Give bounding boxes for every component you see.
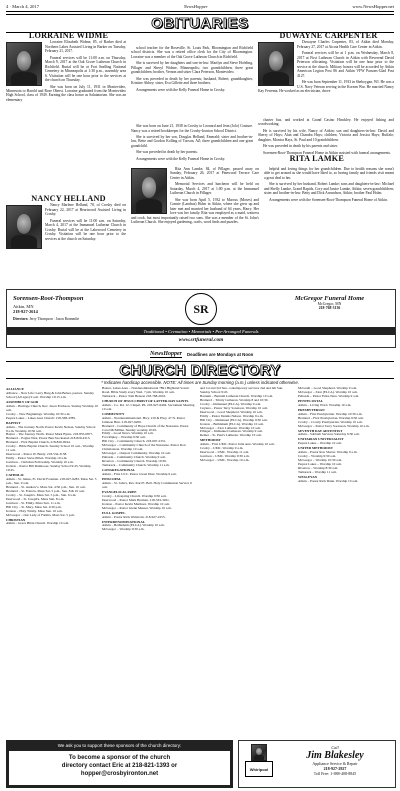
church-listing: Brainerd – Eagles Nest, Pastor Ben Stockstead 218-829-4313. xyxy=(6,436,91,441)
whirlpool-logo: Whirlpool xyxy=(245,761,273,777)
obit-paragraph: school teacher for the Roseville, St. Louis Park, Bloomington and Richfield school districts. She was a retired office clerk for the City of Bloomington. Lorraine was a member of the Oak Grove Lutheran Church in Richfield. xyxy=(131,46,253,59)
obit-paragraph: He was born September 11, 1933 in Sheboygan, WI. He was a U.S. Navy Veteran serving in the Korean War. He married Nancy Kay Ferrema. He worked as an electrician, drove xyxy=(258,80,394,93)
denomination-heading: WESLEYAN xyxy=(298,475,318,480)
church-listing: Ironton – Bethlehem (ELCA). Worship 10 a.m. xyxy=(200,421,264,426)
rita-photo xyxy=(131,168,167,214)
ad-call: Call xyxy=(331,745,339,750)
church-listing: Aitkin – The Journey North, Pastor Kevin Nelson. Sunday School 9 a.m. Worship 10:30 a.m. xyxy=(6,424,96,433)
church-listing: Brainerd – First Presbyterian. Worship 9:30 a.m. xyxy=(298,415,364,420)
obit-name: RITA LAMKE xyxy=(289,154,344,163)
church-listing: Tamarack – Worship 11 a.m. xyxy=(298,470,337,475)
denomination-heading: METHODIST xyxy=(200,438,221,443)
church-listing: Deerwood – Pastor Mark Herman. 218-534-3261. xyxy=(102,497,170,502)
church-listing: Aitkin – Pastor Rick Walstrom. 218-927-2255. xyxy=(102,514,166,519)
church-listing: Aitkin – Living Word. Worship 10 a.m. xyxy=(298,402,352,407)
church-listing: Ironton – Pastor Kevin Martinez. Worship 10 a.m. xyxy=(102,501,171,506)
church-listing: McGregor – Zion (ELCA). Worship 10 a.m. xyxy=(298,389,358,394)
church-directory-title: CHURCH DIRECTORY xyxy=(119,361,281,379)
sponsor-email[interactable]: hopper@crosbyironton.net xyxy=(80,771,159,777)
church-listing: Brainerd – St. Andrew's. Mass Sat. 4:30 p.m., Sun. 10 a.m. xyxy=(6,484,86,489)
obit-name: LORRAINE WIDME xyxy=(28,31,109,40)
obit-middle-column xyxy=(131,46,253,163)
sponsor-line: directory contact Eric at 218-821-1393 or xyxy=(61,763,178,769)
church-listing: McGregor – Worship 9:30 a.m. xyxy=(102,527,145,532)
denomination-heading: CHURCH OF JESUS CHRIST OF LATTER-DAY SAINTS xyxy=(102,398,189,403)
obit-paragraph: Funeral services will be 11:00 a.m. on Saturday, March 4, 2017 at the Immanuel Lutheran Church in Crosby. Burial will be at the Lakewood Cemetery in Crosby. Visitation will be one hour prior to the services at the church on Saturday. xyxy=(45,218,126,241)
church-listing: Brainerd – Community of Hope Church of the Nazarene. Pastor Carol McMillan. Sunday worship 10:45. xyxy=(102,423,189,432)
church-listing: Tamarack – Pastor Tom Benson 218-768-2616. xyxy=(102,393,167,398)
church-listing: Aitkin – Co. Rd. 12, Chapel. Ph. 218-927-6404. Sacrament Meeting 10 a.m. xyxy=(102,402,195,411)
church-directory-banner xyxy=(6,361,394,379)
church-listing: Aitkin – St. James, Fr. David Forsman. 218-927-6283. Mass Sat. 5 p.m., Sun. 9 a.m. xyxy=(6,476,97,485)
ad-right-block xyxy=(272,295,387,310)
obit-paragraph: Sorensen-Root-Thompson Funeral Home in Aitkin assisted with funeral arrangements. xyxy=(263,150,391,155)
funeral-home-ad xyxy=(6,289,396,348)
church-listing: Pequot Lakes – Worship 10 a.m. xyxy=(298,441,343,446)
obit-paragraph: He is survived by his wife, Nancy of Aitkin; son and daughters-in-law: David and Sherry of Hays; Alan and Chandra Hays; children; Victoria and Jessica Hays; Buffalo; daughter, Monica Hays, St. Paul and 10 grandchildren. xyxy=(258,128,394,142)
obit-paragraph: Funeral services will be at 1 p.m. on Wednesday, March 8, 2017 at First Lutheran Church in Aitkin with Reverend David Peterson officiating. Visitation will be one hour prior to the service at the church. Military honors will be accorded by Aitkin American Legion Post 86 and Aitkin VFW Parsons-Glad Post 4127. xyxy=(297,51,394,78)
church-listing: Palisade – Pastor Erika Ness. Worship 9 a.m. xyxy=(298,393,360,398)
lorraine-photo xyxy=(6,42,42,86)
church-listing: McGregor – Outpost Community. Worship 10 a.m. xyxy=(102,451,172,456)
church-listing: Ironton – Pastor Bill Dumroese. Sunday School 9:45, Worship 10:45. xyxy=(6,464,91,473)
obit-paragraph: She is survived by her son, Douglas Helland, Emerald; sister and brother-in-law, Bette and Gordon Kolling of Tucson, AZ; three grandchildren and one great grandchild. xyxy=(131,134,253,148)
church-listing: McGrath – Good Shepherd. Worship 9 a.m. xyxy=(298,387,358,390)
church-listing: Aitkin – Heritage Church, Rev. Jason Erickson. Sunday Worship 10 a.m. xyxy=(6,403,98,412)
denomination-heading: CONGREGATIONAL xyxy=(102,468,136,473)
denomination-heading: SEVENTH DAY ADVENTIST xyxy=(298,428,343,433)
obit-paragraph: She was preceded in death by her parents. xyxy=(136,150,198,155)
ad-tollfree: Toll Free: 1-888-408-8845 xyxy=(313,771,357,776)
church-listing: Brainerd – St. Francis. Mass Sat. 5 p.m., Sun. 8 & 10 a.m. xyxy=(6,488,85,493)
church-listing: Barnum – Barnum Lutheran Church. Worship 10 a.m. xyxy=(200,393,274,398)
church-listing: Pillager – Immanuel Lutheran. Worship 9 a.m. xyxy=(200,429,264,434)
church-listing: McGregor – Zion Lutheran. Worship 10 a.m. xyxy=(200,425,261,430)
paper-url[interactable]: www.NewsHopper.net xyxy=(352,4,394,9)
header-rule xyxy=(6,11,394,12)
church-listing: McGregor – Community Church of the Nazarene. Pastor Ron Christianson. Worship 10 a.m. xyxy=(102,443,186,452)
appliance-ad xyxy=(238,740,396,788)
page-header xyxy=(6,4,394,9)
denomination-heading: CATHOLIC xyxy=(6,473,25,478)
obit-name: NANCY HELLAND xyxy=(31,194,106,203)
deadline-notice xyxy=(150,350,394,358)
church-listing: Crosby – St. Joseph's. Mass Sat. 5 p.m., Sun. 9 a.m. xyxy=(6,492,77,497)
sponsor-ask: We ask you to support these sponsors of the church directory: xyxy=(57,743,182,748)
church-column-4 xyxy=(298,387,394,727)
church-listing: McGregor – Pastor Glenn Musser. Worship 10 a.m. xyxy=(102,505,172,510)
obit-paragraph: Arrangements were with the Kelly Funeral Home in Crosby. xyxy=(136,87,226,92)
church-listing: Pequot Lakes – Lakes Area Church: 218-568-4789. xyxy=(6,415,76,420)
ad-left-phone: 218-927-2614 xyxy=(13,309,38,314)
church-listing: Garrison – Christian Fellowship. Worship 10 a.m. xyxy=(6,460,74,465)
church-listing: McGregor – Worship 10:30 a.m. xyxy=(298,458,343,463)
church-listing: Aitkin – Pastor Ron Shaver. Worship 9 a.m. xyxy=(298,450,358,455)
obit-paragraph: He was preceded in death by his parents and sister. xyxy=(263,144,338,149)
obit-lorraine xyxy=(6,31,126,104)
church-column-2 xyxy=(102,387,196,727)
ad-name: Jim Blakesley xyxy=(306,750,364,761)
church-listing: Deerwood – UMC. Worship 11 a.m. xyxy=(200,450,250,455)
church-listing: Emily – Pastor Dennis Nelson. Worship 9 a.m. xyxy=(200,413,264,418)
church-listing: Hill City – Immanuel (ELCA). Worship 9:30 a.m. xyxy=(200,417,268,422)
church-listing: Crosby – Immanuel (ELCA). Worship 9 a.m. xyxy=(200,401,262,406)
obit-paragraph: She was born on June 21, 1938 in Crosby to Leonard and Jean (Jolo) Couture. Nancy was a retired bookkeeper for the Crosby-Ironton School District. xyxy=(131,124,253,133)
section-title: OBITUARIES xyxy=(151,15,249,32)
obit-rita-col-b xyxy=(264,167,394,204)
obit-paragraph: Duwayne Charles Carpenter, 83, of Aitkin died Monday, February 27, 2017 at Aicota Health Care Center in Aitkin. xyxy=(297,40,394,49)
church-listing: Crosby – Lifespring Church. Worship 9:30 a.m. xyxy=(102,493,167,498)
church-directory-note: * Indicates handicap accessible. NOTE: All times are Sunday morning (a.m.) unless indicated otherwise. xyxy=(101,380,299,385)
obit-paragraph: helpful and loving things for her grandchildren. Due to health reasons she wasn't able to get around as she would have liked to, so having family and friends visit meant a great deal to her. xyxy=(264,167,394,180)
church-listing: Crosby – New Beginnings. Worship 10:30 a.m. xyxy=(6,411,71,416)
obit-paragraph: Arrangements were with the Sorensen-Root-Thompson Funeral Home of Aitkin. xyxy=(269,197,388,202)
church-listing: Aitkin – Sabbath Services Saturday 9:30 a.m. xyxy=(298,432,360,437)
church-listing: Hill City – St. Mary. Mass Sat. 4:30 p.m. xyxy=(6,504,62,509)
ad-right-phone: 218-768-3136 xyxy=(318,306,341,310)
appliance-ad-text xyxy=(279,745,391,776)
newshopper-logo: NewsHopper xyxy=(150,350,182,357)
church-listing: Fort Ripley – Worship 9:30 a.m. xyxy=(102,435,146,440)
church-listing: Aitkin – Nondenominational. Hwy. 210 & Hwy. 47 N. Pastor Jamison Burr. 218-927-6200. xyxy=(102,415,186,424)
church-listing: Aitkin – Grace Bible Church. Worship 10 a.m. xyxy=(6,521,70,526)
church-listing: Tamarack – Community Church. Worship 11 a.m. xyxy=(102,463,170,468)
ad-right-title: McGregor Funeral Home xyxy=(294,295,365,302)
duwayne-photo xyxy=(258,42,294,86)
denomination-heading: EPISCOPAL xyxy=(102,476,122,481)
church-column-1 xyxy=(6,387,98,727)
obit-paragraph: Memorial Services and luncheon will be held on Saturday, March 4, 2017 at 1:00 p.m. at the Immanuel Lutheran Church in Pillager. xyxy=(170,182,259,196)
obit-name: DUWAYNE CARPENTER xyxy=(279,31,378,40)
church-listing: Crosby – UMC. Worship 9 a.m. xyxy=(200,446,244,451)
church-listing: Baxter, Lakes Area – Nondenominational 7891 Highland Scenic Road. Bible Study every Wed. 7 pm. Worship 10 a.m. xyxy=(102,387,190,394)
denomination-heading: ASSEMBLY OF GOD xyxy=(6,399,39,404)
denomination-heading: UNITED METHODIST xyxy=(298,446,333,451)
church-listing: Deerwood – Good Shepherd. Worship 10 a.m. xyxy=(200,409,263,414)
deadline-text: Deadlines are Mondays at Noon xyxy=(187,351,254,357)
obit-paragraph: Funeral services will be 11:00 a.m. on Thursday, March 9, 2017 at the Oak Grove Lutheran Church in Richfield. Burial will be at Fort Snelling National Cemetery in Minneapolis at 1:30 p.m., assembly area 6. Visitation will be one hour prior to the services at the church on Thursday. xyxy=(45,55,126,83)
church-listing: Crosby – Bible Baptist Church. Sunday School 10 a.m., Worship 11 a.m. xyxy=(6,444,94,453)
church-listing: Hill City – Community Church. 218-697-2331. xyxy=(102,439,167,444)
ad-left-block xyxy=(13,295,133,321)
church-listing: Brainerd – Trinity Lutheran. Worship 8 and 10:30. xyxy=(200,397,269,402)
denomination-heading: EVANGELICAL FREE xyxy=(102,489,137,494)
church-column-3 xyxy=(200,387,294,727)
church-listing: Riverton – Worship 8:30 a.m. xyxy=(298,466,339,471)
obit-nancy xyxy=(6,194,126,250)
church-listing: McGregor – Pastor Terry Sorenson. Worship 10 a.m. xyxy=(298,423,370,428)
obit-paragraph: charter bus, and worked at Grand Casino Hinckley. He enjoyed fishing and woodworking. xyxy=(258,118,394,127)
funeral-home-logo: SR xyxy=(185,293,217,325)
church-listing: McGregor – UMC. Worship 10 a.m. xyxy=(200,458,250,463)
church-listing: Deerwood – Pastor W. Benty. 218-534-3158. xyxy=(6,452,67,457)
church-listing: Riverton – Community Church. Worship 10:30. xyxy=(102,459,167,464)
ad-directors: Jerry Thompson · Jason Brammlie xyxy=(29,317,80,321)
church-listing: McGregor – Our Lady of Fatima. Mass Sat. 5 p.m. xyxy=(6,512,75,517)
obit-rita xyxy=(131,154,394,163)
church-listing: Remer – St. Paul's Lutheran. Worship 10 a.m. xyxy=(200,433,262,438)
page-number-date: 4 · March 4, 2017 xyxy=(6,4,40,9)
paper-name: NewsHopper xyxy=(183,4,208,9)
church-listing: Garrison – UMC. Worship 9:30 a.m. xyxy=(200,454,250,459)
obit-rita-col-a xyxy=(131,167,259,226)
sponsor-box xyxy=(6,740,233,788)
obit-paragraph: She was born on July 11, 1931 in Montevideo, Minnesota to Harold and Rose Oberst. Lorraine graduated from the Montevideo High School, class of 1949. Earning the class honor as Salutatorian. She was an elementary xyxy=(6,84,126,102)
denomination-heading: PRESBYTERIAN xyxy=(298,407,325,412)
obit-duwayne xyxy=(258,31,394,95)
church-listing: Garrison – St. Emily. Mass Sun. 11 a.m. xyxy=(6,500,61,505)
ad-left-location: Aitkin, MN xyxy=(13,304,34,309)
denomination-heading: COMMUNITY xyxy=(102,411,125,416)
denomination-heading: CHRISTIAN xyxy=(6,517,26,522)
church-listing: Emily – Good News. Worship 10 a.m. xyxy=(102,431,154,436)
church-listing: Crosby – Worship 9:30 a.m. xyxy=(298,454,337,459)
ad-right-location: McGregor, MN xyxy=(317,302,342,306)
church-listing: Aitkin – First UMC. Pastor Julie Ann. Worship 10 a.m. xyxy=(200,442,275,447)
denomination-heading: PENTECOSTAL xyxy=(298,398,323,403)
church-listing: Palisade – Community Church. Worship 9 a.m. xyxy=(102,455,166,460)
church-listing: Brainerd – First Baptist Church, 218-829-0044. xyxy=(6,440,71,445)
denomination-heading: FULL GOSPEL xyxy=(102,510,126,515)
ad-tagline: Traditional • Cremation • Memorials • Pre-Arranged Funerals xyxy=(7,327,395,335)
jim-photo xyxy=(251,744,267,761)
obit-paragraph: Nancy Marlene Helland, 78, of Crosby died on February 22, 2017 at Heartwood Assisted Living in Crosby. xyxy=(45,203,126,217)
church-listing: Aitkin – St. John's, Rev. Karl E. Bell. Holy Communion Service 9 a.m. xyxy=(102,480,192,489)
ad-website[interactable]: www.srtfuneral.com xyxy=(178,337,224,343)
denomination-heading: ALLIANCE xyxy=(6,387,24,391)
sponsor-line: To become a sponsor of the church xyxy=(68,755,171,761)
church-listing: Pequot Lakes – Worship 10 a.m. xyxy=(298,462,343,467)
ad-directors-label: Directors: xyxy=(13,317,29,321)
obit-duwayne-cont xyxy=(258,118,394,157)
obit-paragraph: Rita Ann Lamke, 84, of Pillager, passed away on Sunday, February 26, 2017 at Pinewood Terrace Care Center in Aitkin. xyxy=(170,167,259,180)
ad-left-title: Sorensen-Root-Thompson xyxy=(13,295,84,302)
church-listing: Aitkin – First UCC. Pastor Gwen Diaz. Worship 9 a.m. xyxy=(102,472,177,477)
nancy-photo xyxy=(6,205,42,249)
obit-paragraph: She was born April 5, 1932 to Marcus (Moses) and Connie (Landrus) Holm in Aitkin, where she grew up and later met and married her husband of 64 years, Harry. Her love was her family. Rita was employed as a maid, waitress and cook, but most importantly raised two sons. She was a member of the St. John's Lutheran Church. She enjoyed gardening, crafts, word finds and puzzles. xyxy=(131,197,259,224)
denomination-heading: UNITARIAN UNIVERSALIST xyxy=(298,437,344,442)
obit-paragraph: Arrangements were with the Kelly Funeral Home in Crosby. xyxy=(136,156,226,161)
obit-paragraph: She is survived by her daughters and son-in-law: Marilyn and Steve Hofeling, Pillager and Sheryl Widme, Minneapolis; two grandchildren; three great grandchildren; brother, Vernon and sister Clara Peterson, Montevideo. xyxy=(131,61,253,75)
church-listing: Aitkin – First Presbyterian. Worship 10:30 a.m. xyxy=(298,411,363,416)
denomination-heading: BAPTIST xyxy=(6,420,21,425)
church-listing: and 1st and 3rd Sun. contemporary services 2nd and 4th Sun. Sunday School 9:45. xyxy=(200,387,284,394)
ad-phone: 218-927-2927 xyxy=(323,766,347,771)
ad-role: Appliance Service & Repair xyxy=(312,761,358,766)
church-listing: Baxter – The Journey North. Pastor Mark Byrns. 218-855-0877. xyxy=(6,432,94,437)
church-listing: Aitkin – Bethlehem (ELCA). Worship 10 a.m. xyxy=(102,523,165,528)
obit-paragraph: She is survived by her husband, Robert Lamke; sons and daughters-in-law: Michael and Shelly Lamke, Grand Rapids, Cory and Janice Lamke, Aitkin; seven grandchildren; sister and brother-in-law: Betty and Dick Arrundson, Aitkin; brother Paul Holm. xyxy=(264,182,394,196)
obit-paragraph: Lorraine Elizabeth Widme, 85, of Barker died at Northern Lakes Assisted Living in Barker on Tuesday, February 21, 2017. xyxy=(45,40,126,54)
church-listing: Deerwood – St. Joseph's. Mass Sun. 8 a.m. xyxy=(6,496,65,501)
denomination-heading: INTERDENOMINATIONAL xyxy=(102,519,146,524)
church-listing: Ironton – Holy Trinity. Mass Sun. 10 a.m. xyxy=(6,508,63,513)
sponsor-callout xyxy=(9,751,230,785)
church-listing: Cuyuna – Pastor Terry Sorenson. Worship 10 a.m. xyxy=(200,405,268,410)
church-listing: Aitkin – Pastor Rick Dunn. Worship 10 a.m. xyxy=(298,478,359,483)
church-listing: Emily – Pastor Steve Pillen. Worship 10 a.m. xyxy=(6,456,68,461)
church-listing: Alliance – New Life: Larry Burg & John Belser, pastors. Sunday School (All ages) 9 a.m. Worship 10:15 a.m. xyxy=(6,390,94,399)
church-listing: Crosby – Crosby Presbyterian. Worship 10 a.m. xyxy=(298,419,363,424)
obit-paragraph: She was preceded in death by her parents; husband, Robert; granddaughter, Kristine Abbey; sister, Eva Gillette and three brothers. xyxy=(131,76,253,86)
